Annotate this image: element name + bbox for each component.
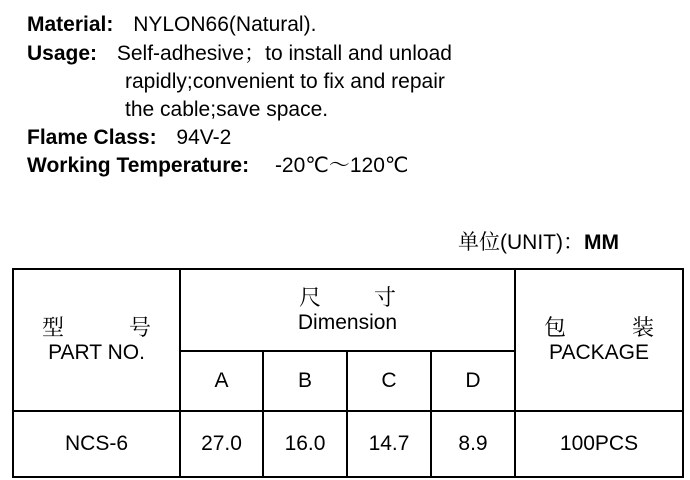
value-b-cell: 16.0 xyxy=(263,411,347,477)
package-header xyxy=(515,269,683,411)
dimension-header xyxy=(180,269,515,351)
column-header-d: D xyxy=(431,351,515,411)
material-label: Material: xyxy=(27,13,114,36)
dimension-header-cn-1: 尺 xyxy=(299,285,322,311)
package-header-cn-2: 装 xyxy=(631,315,654,341)
package-header-cn-1: 包 xyxy=(544,315,567,341)
column-header-b: B xyxy=(263,351,347,411)
flame-class-line xyxy=(27,127,231,148)
column-header-c: C xyxy=(347,351,431,411)
working-temperature-value: -20℃～120℃ xyxy=(274,154,409,177)
unit-label xyxy=(458,226,619,256)
package-header-en: PACKAGE xyxy=(549,340,649,364)
material-value: NYLON66(Natural). xyxy=(133,13,317,36)
part-header-en: PART NO. xyxy=(48,340,145,364)
flame-class-value: 94V-2 xyxy=(176,126,232,149)
part-number-cell: NCS-6 xyxy=(13,411,180,477)
package-cell: 100PCS xyxy=(515,411,683,477)
dimension-header-en: Dimension xyxy=(297,310,398,334)
unit-value: MM xyxy=(583,231,619,254)
unit-caption: 单位(UNIT)： xyxy=(458,231,584,254)
usage-text-line-3: the cable;save space. xyxy=(125,98,329,121)
part-header-cn-1: 型 xyxy=(42,315,65,341)
value-d-cell: 8.9 xyxy=(431,411,515,477)
material-line xyxy=(27,14,316,35)
usage-label: Usage: xyxy=(27,42,98,65)
part-number-header xyxy=(13,269,180,411)
table-header-row xyxy=(13,269,683,351)
value-a-cell: 27.0 xyxy=(180,411,263,477)
dimension-table xyxy=(12,268,684,478)
usage-line xyxy=(27,43,452,64)
table-row xyxy=(13,411,683,477)
dimension-header-cn-2: 寸 xyxy=(373,285,396,311)
value-c-cell: 14.7 xyxy=(347,411,431,477)
working-temperature-label: Working Temperature: xyxy=(27,154,250,177)
working-temperature-line xyxy=(27,155,409,176)
flame-class-label: Flame Class: xyxy=(27,126,157,149)
usage-text-line-1: Self-adhesive；to install and unload xyxy=(116,42,452,65)
part-header-cn-2: 号 xyxy=(128,315,151,341)
usage-text-line-2: rapidly;convenient to fix and repair xyxy=(125,70,445,93)
column-header-a: A xyxy=(180,351,263,411)
